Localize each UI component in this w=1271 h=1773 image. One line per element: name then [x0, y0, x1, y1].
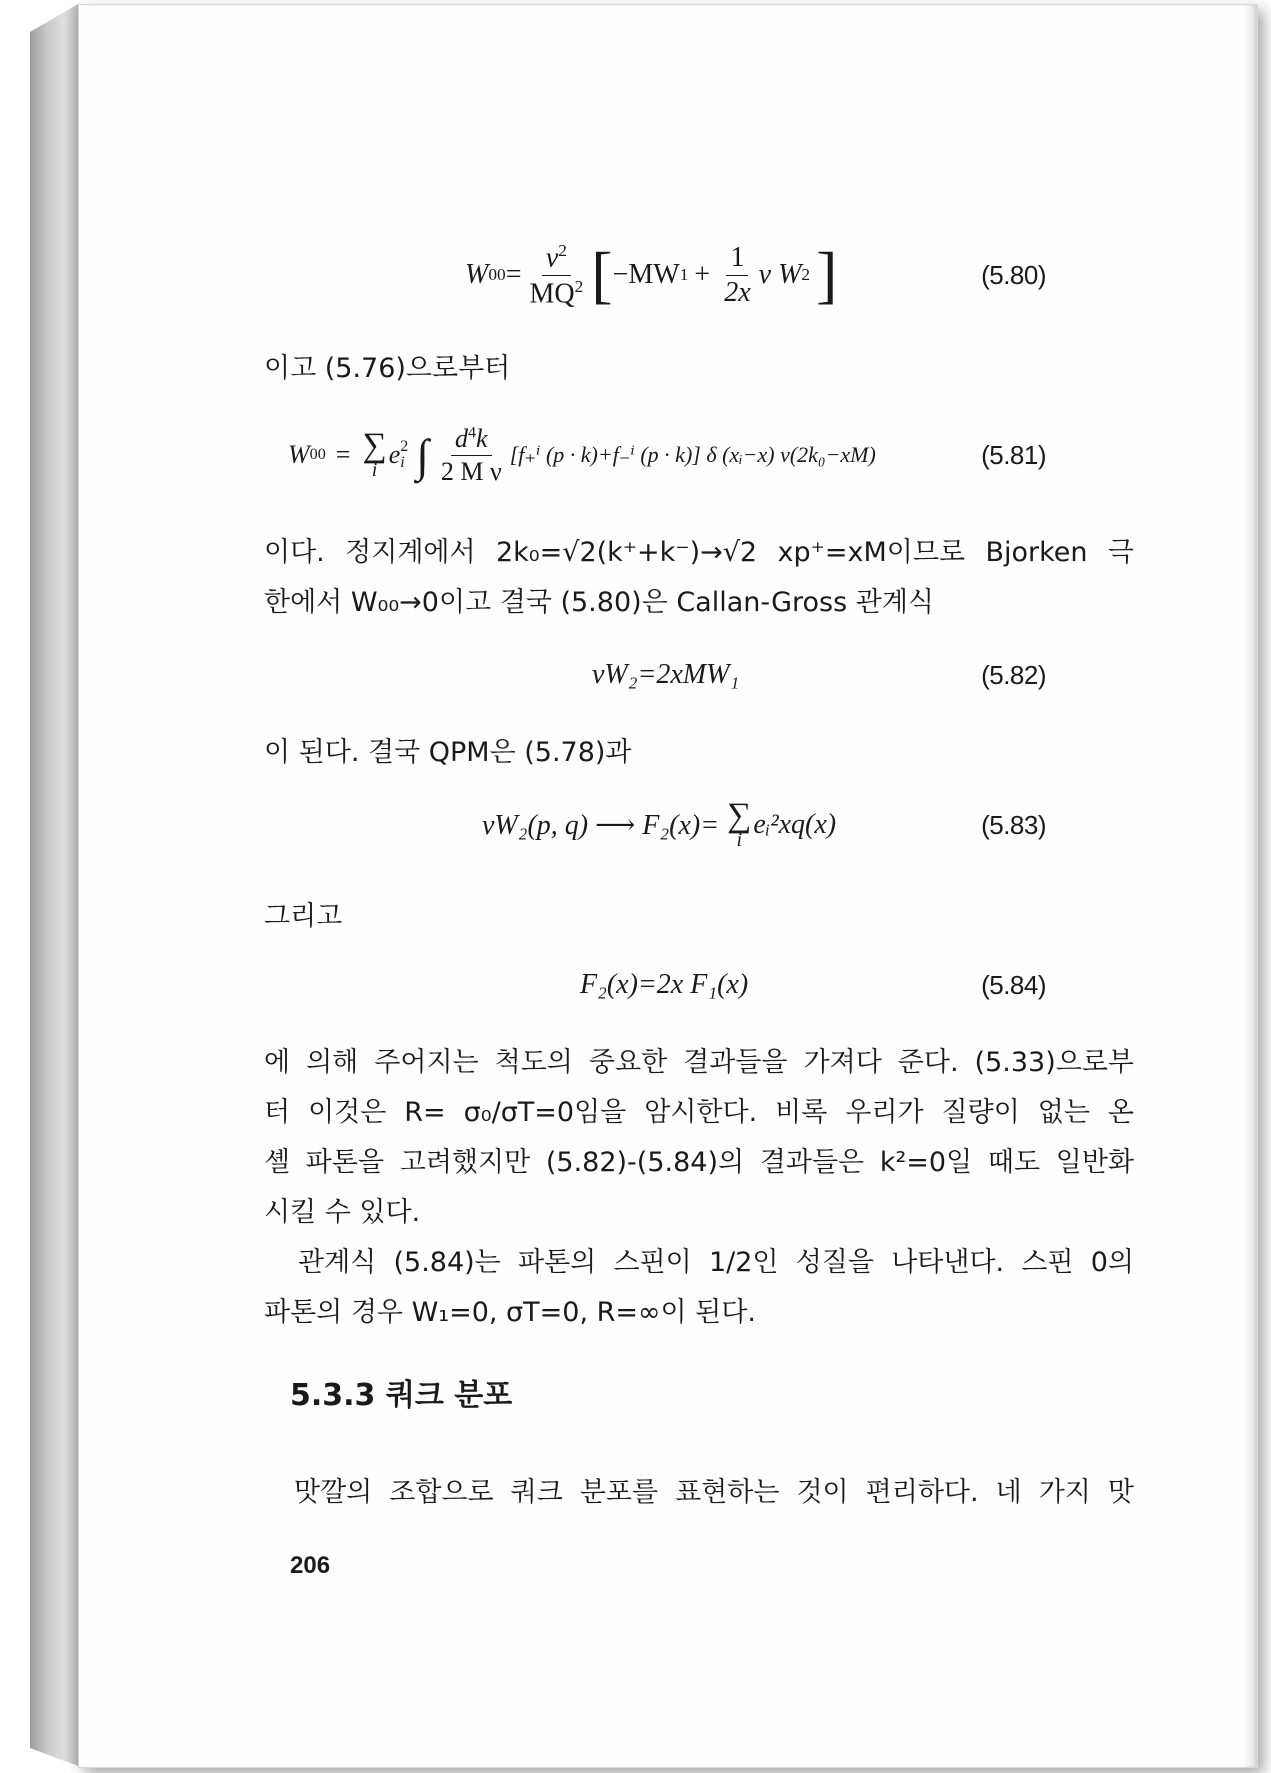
term-2: ν W: [758, 259, 802, 290]
text-line: 이고 (5.76)으로부터: [264, 353, 511, 384]
text-line: [264, 1090, 1134, 1129]
equation-number: (5.80): [981, 259, 1046, 290]
charge-symbol: e: [388, 440, 401, 469]
section-title: 5.3.3 쿼크 분포: [290, 1378, 513, 1413]
text-line: [264, 1140, 1134, 1179]
equation-5-84: [0, 950, 1178, 1020]
eq-lhs: W: [465, 259, 489, 290]
frac-denominator: MQ: [529, 277, 575, 309]
frac-num-sup: 4: [467, 424, 477, 442]
term-1-sub: 1: [679, 265, 689, 284]
text-line-content: 터 이것은 R= σ₀/σT=0임을 암시한다. 비록 우리가 질량이 없는 온: [264, 1097, 1134, 1128]
equation-body: νW₂=2xMW₁: [592, 659, 740, 690]
sum-symbol: ∑: [727, 796, 752, 834]
frac-denominator: 2 M ν: [440, 456, 502, 486]
text-line-content: 에 의해 주어지는 척도의 중요한 결과들을 가져다 준다. (5.33)으로부: [264, 1047, 1134, 1078]
frac-numerator: ν: [545, 242, 559, 274]
text-line-content: 맛깔의 조합으로 쿼크 분포를 표현하는 것이 편리하다. 네 가지 맛: [294, 1477, 1134, 1508]
fraction-2: [720, 243, 754, 307]
text-line-content: 관계식 (5.84)는 파톤의 스핀이 1/2인 성질을 나타낸다. 스핀 0의: [298, 1247, 1134, 1278]
equation-body: F₂(x)=2x F₁(x): [580, 969, 749, 1000]
eq-sign: =: [505, 259, 522, 290]
frac-numerator: d: [454, 424, 468, 454]
term-2-sub: 2: [801, 265, 811, 284]
frac-num-k: k: [476, 424, 488, 454]
equation-number: (5.81): [981, 439, 1046, 470]
text-line-content: 이다. 정지계에서 2k₀=√2(k⁺+k⁻)→√2 xp⁺=xM이므로 Bjorken 극: [264, 537, 1134, 568]
fraction: [525, 242, 587, 308]
text-line: 시킬 수 있다.: [264, 1197, 421, 1228]
page-number: 206: [290, 1552, 331, 1579]
sum: [727, 796, 752, 852]
eq-lhs: W: [288, 440, 310, 469]
sum-index: i: [371, 459, 378, 482]
term-1: −MW: [612, 259, 680, 290]
frac2-numerator: 1: [726, 243, 748, 275]
text-line: [298, 1240, 1134, 1279]
equation-number: (5.82): [981, 659, 1046, 690]
bracket-open: [: [591, 239, 613, 310]
text-line: [294, 1470, 1134, 1509]
equation-5-80: [0, 240, 1178, 310]
text-line: 한에서 W₀₀→0이고 결국 (5.80)은 Callan-Gross 관계식: [264, 587, 935, 618]
bracket-close: ]: [816, 239, 838, 310]
eq-sign: =: [335, 440, 351, 469]
sum-symbol: ∑: [362, 426, 387, 464]
text-line: 이 된다. 결국 QPM은 (5.78)과: [264, 737, 632, 768]
equation-5-83: [0, 790, 1178, 860]
frac2-denominator: 2x: [724, 276, 751, 308]
charge-sub: i: [400, 454, 405, 471]
text-line: [264, 530, 1134, 569]
fraction: [437, 425, 506, 485]
text-line-content: 셸 파톤을 고려했지만 (5.82)-(5.84)의 결과들은 k²=0일 때도 일반화: [264, 1147, 1134, 1178]
eq-lhs-sub: 00: [309, 446, 326, 463]
equation-body: [288, 425, 876, 485]
equation-5-82: [0, 640, 1178, 710]
eq-lhs: νW₂(p, q) ⟶ F₂(x)=: [482, 810, 720, 841]
integral-sign: ∫: [416, 429, 429, 481]
frac-num-sup: 2: [558, 240, 567, 260]
equation-body: [482, 796, 837, 852]
equation-body: [465, 239, 838, 310]
sum-index: i: [736, 829, 742, 852]
text-line: [264, 1040, 1134, 1079]
text-line: 파톤의 경우 W₁=0, σT=0, R=∞이 된다.: [264, 1297, 756, 1328]
frac-den-sup: 2: [574, 276, 584, 296]
text-line: 그리고: [264, 901, 343, 932]
eq-lhs-sub: 00: [488, 265, 506, 284]
plus-sign: +: [694, 259, 711, 290]
charge-sup: 2: [400, 438, 409, 455]
equation-number: (5.84): [981, 969, 1046, 1000]
eq-rhs: eᵢ²xq(x): [753, 809, 837, 840]
equation-number: (5.83): [981, 809, 1046, 840]
equation-5-81: [0, 420, 1178, 490]
eq-rest: [f₊ⁱ (p · k)+f₋ⁱ (p · k)] δ (xᵢ−x) ν(2k₀−xM): [509, 442, 876, 467]
sum: [362, 426, 387, 482]
